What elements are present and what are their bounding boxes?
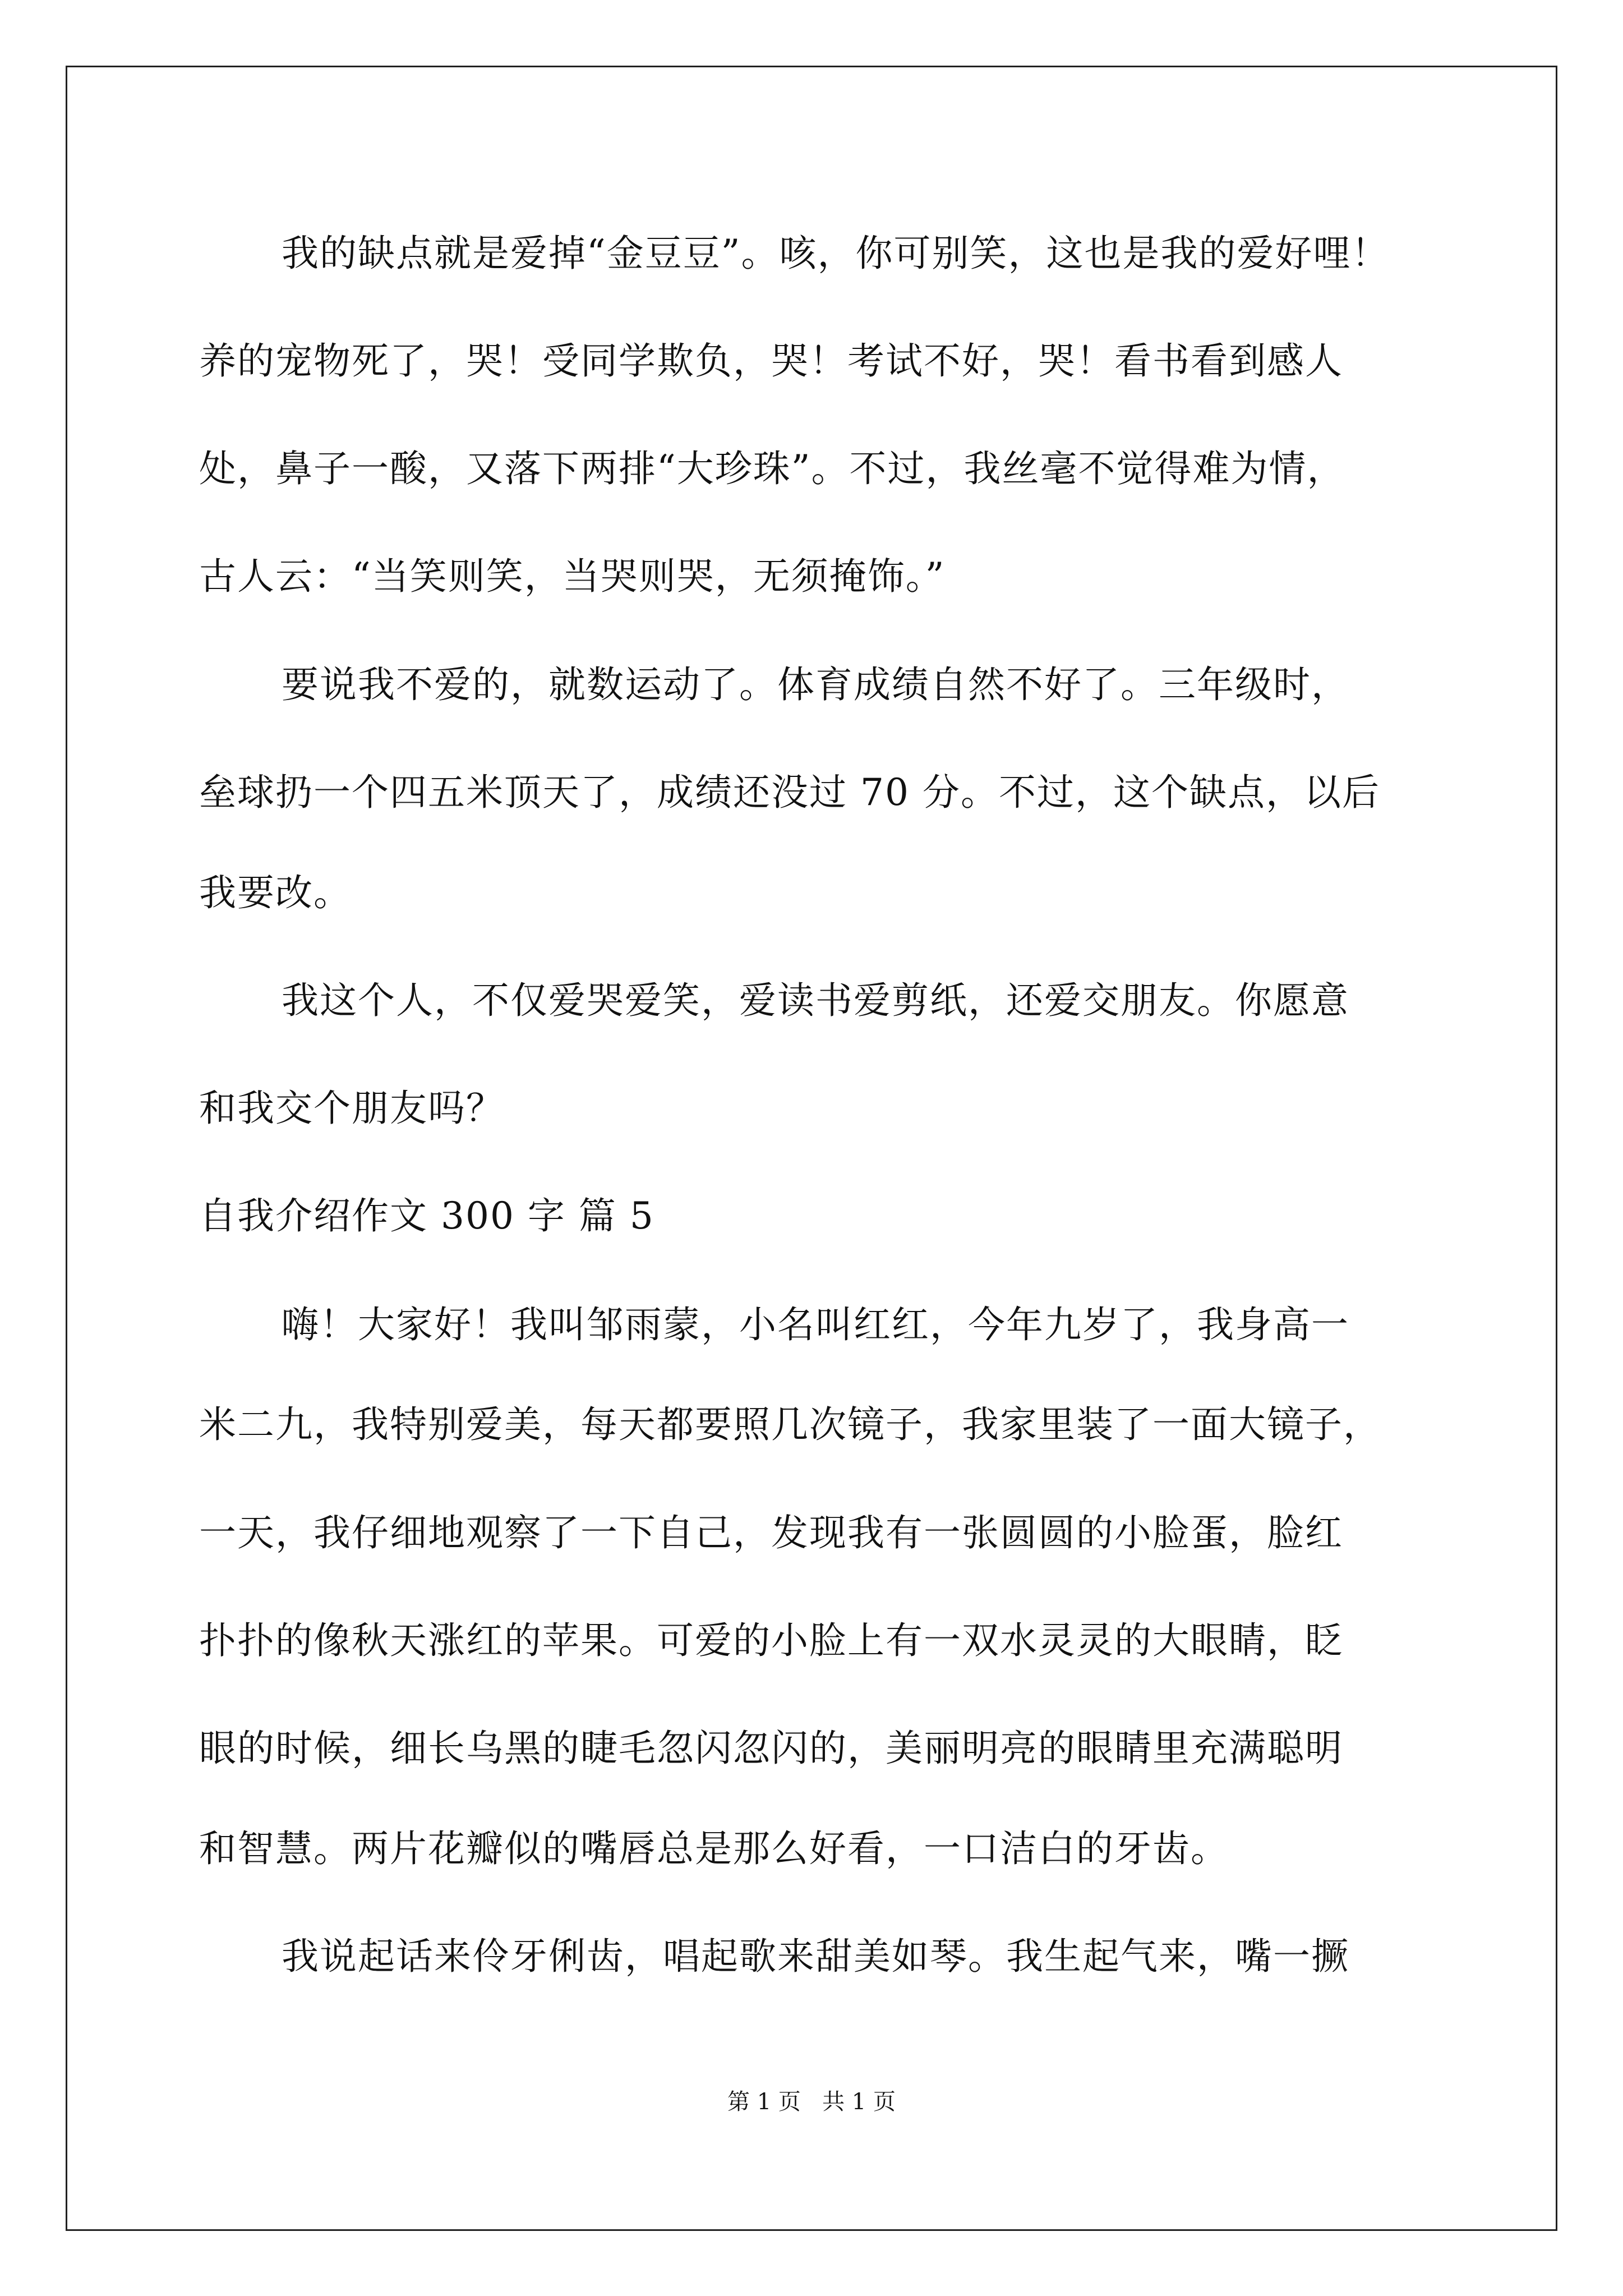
page-border bbox=[66, 66, 1557, 2231]
paragraph-line: 和我交个朋友吗？ bbox=[199, 1087, 504, 1130]
paragraph-line: 要说我不爱的，就数运动了。体育成绩自然不好了。三年级时， bbox=[282, 663, 1349, 706]
paragraph-line: 处，鼻子一酸，又落下两排“大珍珠”。不过，我丝毫不觉得难为情， bbox=[199, 447, 1345, 490]
paragraph-line: 扑扑的像秋天涨红的苹果。可爱的小脸上有一双水灵灵的大眼睛，眨 bbox=[199, 1619, 1343, 1662]
paragraph-line: 米二九，我特别爱美，每天都要照几次镜子，我家里装了一面大镜子， bbox=[199, 1403, 1381, 1446]
paragraph-line: 眼的时候，细长乌黑的睫毛忽闪忽闪的，美丽明亮的眼睛里充满聪明 bbox=[199, 1727, 1343, 1770]
paragraph-line: 嗨！大家好！我叫邹雨蒙，小名叫红红，今年九岁了，我身高一 bbox=[282, 1303, 1349, 1346]
section-heading: 自我介绍作文 300 字 篇 5 bbox=[199, 1194, 654, 1237]
paragraph-line: 我这个人，不仅爱哭爱笑，爱读书爱剪纸，还爱交朋友。你愿意 bbox=[282, 979, 1349, 1022]
paragraph-line: 一天，我仔细地观察了一下自己，发现我有一张圆圆的小脸蛋，脸红 bbox=[199, 1511, 1343, 1554]
paragraph-line: 养的宠物死了，哭！受同学欺负，哭！考试不好，哭！看书看到感人 bbox=[199, 339, 1343, 383]
paragraph-line: 古人云：“当笑则笑，当哭则哭，无须掩饰。” bbox=[199, 555, 946, 598]
paragraph-line: 我说起话来伶牙俐齿，唱起歌来甜美如琴。我生起气来，嘴一撅 bbox=[282, 1935, 1349, 1978]
paragraph-line: 垒球扔一个四五米顶天了，成绩还没过 70 分。不过，这个缺点，以后 bbox=[199, 771, 1380, 814]
paragraph-line: 和智慧。两片花瓣似的嘴唇总是那么好看，一口洁白的牙齿。 bbox=[199, 1827, 1229, 1870]
paragraph-line: 我要改。 bbox=[199, 871, 352, 914]
paragraph-line: 我的缺点就是爱掉“金豆豆”。咳，你可别笑，这也是我的爱好哩！ bbox=[282, 232, 1390, 275]
page-footer: 第 1 页 共 1 页 bbox=[727, 2089, 896, 2115]
